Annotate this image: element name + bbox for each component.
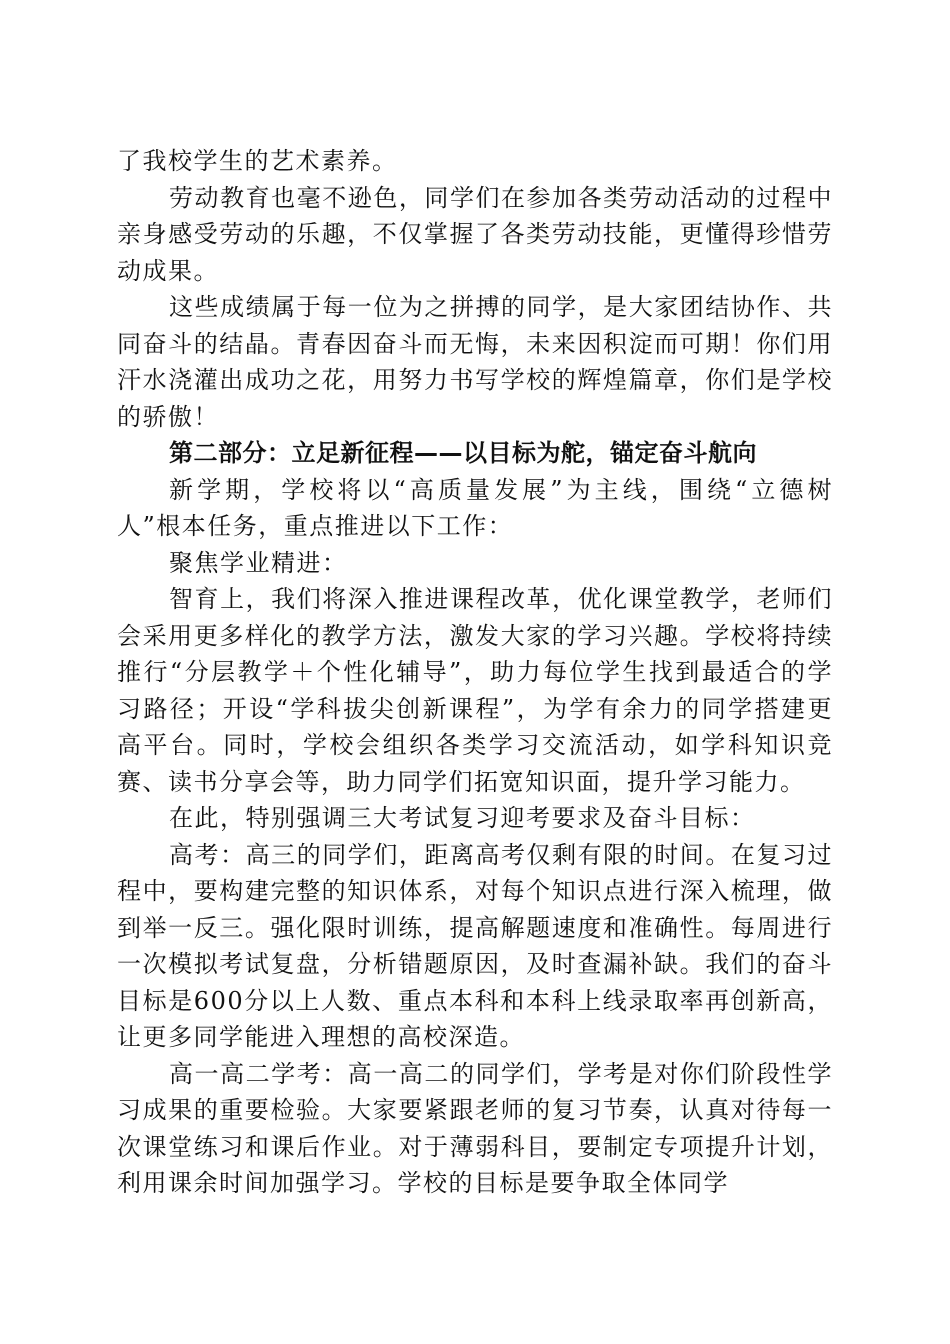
- paragraph-continuation: 了我校学生的艺术素养。: [117, 147, 398, 175]
- section-heading-part-two: 第二部分：立足新征程——以目标为舵，锚定奋斗航向: [169, 439, 757, 467]
- paragraph-gaokao: 高考：高三的同学们，距离高考仅剩有限的时间。在复习过程中，要构建完整的知识体系，对每个知识点进行深入梳理，做到举一反三。强化限时训练，提高解题速度和准确性。每周进行一次模拟考试复盘，分析错题原因，及时查漏补缺。我们的奋斗目标是600分以上人数、重点本科和本科上线录取率再创新高，让更多同学能进入理想的高校深造。: [117, 840, 833, 1051]
- paragraph-academic-focus: 聚焦学业精进：: [169, 548, 348, 577]
- paragraph-exam-emphasis: 在此，特别强调三大考试复习迎考要求及奋斗目标：: [169, 804, 756, 832]
- paragraph-labor-education: 劳动教育也毫不逊色，同学们在参加各类劳动活动的过程中亲身感受劳动的乐趣，不仅掌握了各类劳动技能，更懂得珍惜劳动成果。: [117, 183, 833, 285]
- document-body: [117, 143, 833, 1202]
- paragraph-intellectual-education: 智育上，我们将深入推进课程改革，优化课堂教学，老师们会采用更多样化的教学方法，激发大家的学习兴趣。学校将持续推行“分层教学＋个性化辅导”，助力每位学生找到最适合的学习路径；开设“学科拔尖创新课程”，为学有余力的同学搭建更高平台。同时，学校会组织各类学习交流活动，如学科知识竞赛、读书分享会等，助力同学们拓宽知识面，提升学习能力。: [117, 585, 833, 796]
- paragraph-achievements: 这些成绩属于每一位为之拼搏的同学，是大家团结协作、共同奋斗的结晶。青春因奋斗而无悔，未来因积淀而可期！你们用汗水浇灌出成功之花，用努力书写学校的辉煌篇章，你们是学校的骄傲！: [117, 293, 833, 431]
- paragraph-new-semester: 新学期，学校将以“高质量发展”为主线，围绕“立德树人”根本任务，重点推进以下工作：: [117, 475, 833, 540]
- paragraph-xuekao: 高一高二学考：高一高二的同学们，学考是对你们阶段性学习成果的重要检验。大家要紧跟老师的复习节奏，认真对待每一次课堂练习和课后作业。对于薄弱科目，要制定专项提升计划，利用课余时间加强学习。学校的目标是要争取全体同学: [117, 1059, 833, 1197]
